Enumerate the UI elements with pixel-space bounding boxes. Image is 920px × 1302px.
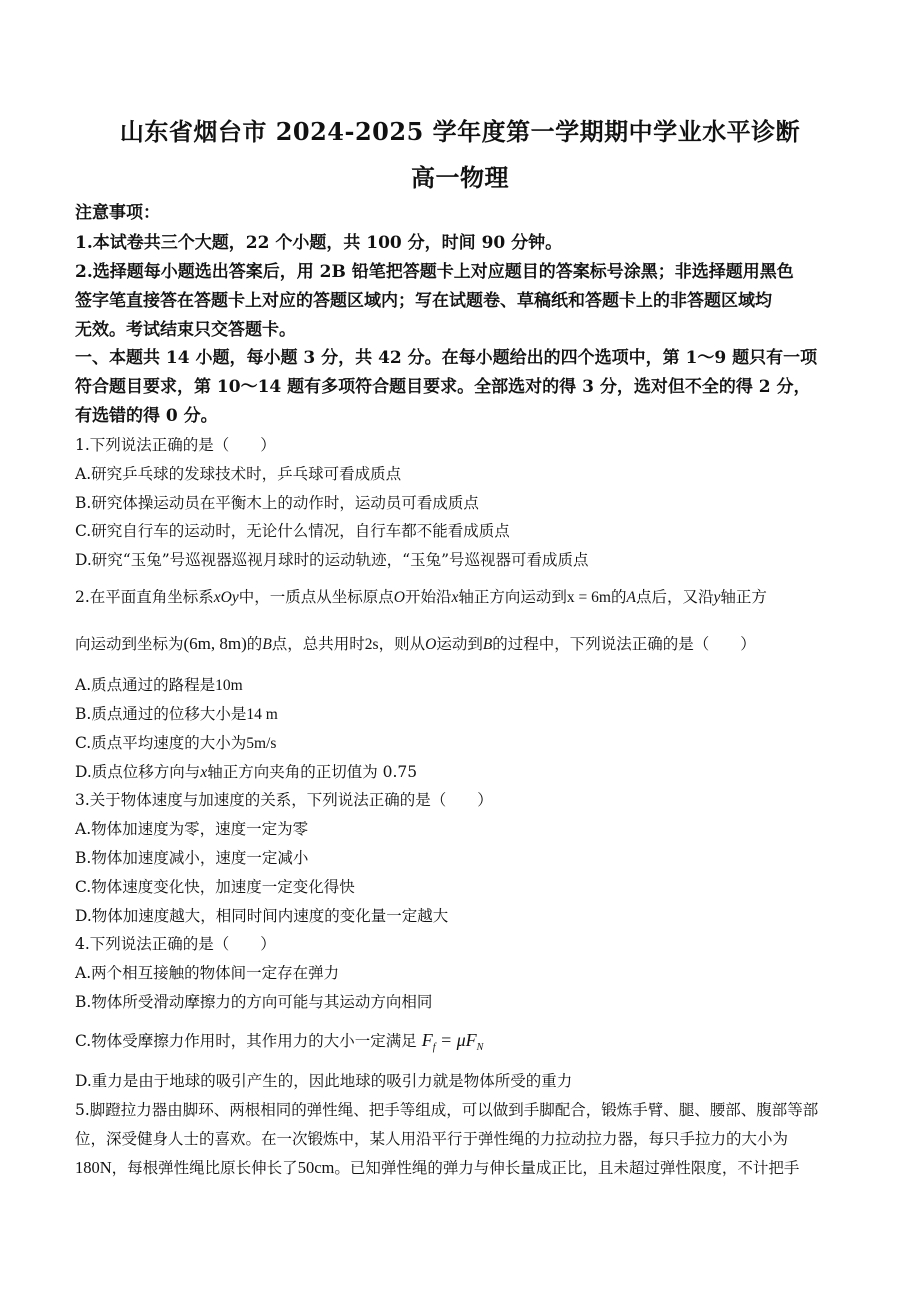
- q2-option-d-text: D.质点位移方向与: [75, 763, 201, 781]
- q4-formula-f: F: [421, 1030, 433, 1050]
- q4-formula-sub-n: N: [476, 1042, 484, 1054]
- section1-instructions-line-3: 有选错的得 0 分。: [75, 406, 218, 426]
- notice-heading: 注意事项：: [75, 203, 160, 223]
- section1-instructions-line-2: 符合题目要求，第 10～14 题有多项符合题目要求。全部选对的得 3 分，选对但不全的得 2 分，: [75, 377, 811, 397]
- q2-math: (6m, 8m): [183, 634, 247, 653]
- notice-item-1: 1.本试卷共三个大题，22 个小题，共 100 分，时间 90 分钟。: [75, 233, 563, 253]
- q5-stem-line-3: [75, 1158, 865, 1178]
- q5-text: 。已知弹性绳的弹力与伸长量成正比，且未超过弹性限度，不计把手: [334, 1159, 800, 1177]
- q2-option-c-value: 5m/s: [246, 735, 277, 752]
- q2-option-b-text: B.质点通过的位移大小是: [75, 705, 247, 723]
- q3-option-a: A.物体加速度为零，速度一定为零: [75, 820, 309, 838]
- q5-text: ，每根弹性绳比原长伸长了: [111, 1159, 298, 1177]
- q2-option-a: [75, 675, 865, 696]
- q2-math: y: [713, 589, 721, 606]
- q2-math: xOy: [213, 589, 239, 606]
- q3-stem: 3.关于物体速度与加速度的关系，下列说法正确的是（ ）: [75, 791, 493, 809]
- q2-option-c-text: C.质点平均速度的大小为: [75, 734, 247, 752]
- q2-text: 轴正方向运动到: [458, 588, 567, 606]
- q2-option-c: [75, 733, 865, 754]
- q4-option-c-text: C.物体受摩擦力作用时，其作用力的大小一定满足: [75, 1032, 417, 1050]
- q2-text: 开始沿: [404, 588, 452, 606]
- q1-option-a: A.研究乒乓球的发球技术时，乒乓球可看成质点: [75, 465, 402, 483]
- q2-option-d-math: x: [200, 764, 208, 781]
- q2-math: B: [262, 636, 272, 653]
- q3-option-c: C.物体速度变化快，加速度一定变化得快: [75, 878, 355, 896]
- q4-formula-eq: = μF: [435, 1030, 477, 1050]
- q2-text: 的: [610, 588, 627, 606]
- q4-option-b: B.物体所受滑动摩擦力的方向可能与其运动方向相同: [75, 993, 433, 1011]
- q2-stem-line-1: [75, 587, 865, 608]
- q2-text: 点，总共用时: [271, 635, 365, 653]
- q2-math: O: [425, 636, 437, 653]
- q4-option-c: [75, 1030, 865, 1058]
- q2-text: 向运动到坐标为: [75, 635, 184, 653]
- q5-length-value: 50cm: [297, 1158, 335, 1177]
- q2-option-d: [75, 762, 865, 783]
- q5-stem-line-2: 位，深受健身人士的喜欢。在一次锻炼中，某人用沿平行于弹性绳的力拉动拉力器，每只手拉力的大小为: [75, 1130, 789, 1148]
- q2-text: 中，一质点从坐标原点: [238, 588, 394, 606]
- notice-item-2-line-2: 签字笔直接答在答题卡上对应的答题区域内；写在试题卷、草稿纸和答题卡上的非答题区域均: [75, 291, 772, 311]
- q2-option-b: [75, 704, 865, 725]
- q2-math: B: [482, 636, 493, 653]
- q1-stem: 1.下列说法正确的是（ ）: [75, 436, 276, 454]
- q2-math: 2s: [364, 636, 379, 653]
- q2-text: 点后，又沿: [635, 588, 714, 606]
- q5-force-value: 180N: [75, 1158, 112, 1177]
- q2-text: 的: [246, 635, 263, 653]
- q2-text: 的过程中，下列说法正确的是（ ）: [492, 635, 756, 653]
- q2-math: A: [626, 589, 636, 606]
- q2-option-b-value: 14 m: [246, 706, 278, 723]
- q1-option-d: D.研究“玉兔”号巡视器巡视月球时的运动轨迹，“玉兔”号巡视器可看成质点: [75, 551, 589, 569]
- subject-title: 高一物理: [411, 163, 509, 192]
- q2-math: x: [451, 589, 459, 606]
- q2-math: x = 6m: [566, 589, 611, 606]
- section1-instructions-line-1: 一、本题共 14 小题，每小题 3 分，共 42 分。在每小题给出的四个选项中，第 1～9 题只有一项: [75, 348, 818, 368]
- q4-stem: 4.下列说法正确的是（ ）: [75, 935, 276, 953]
- q4-formula-sub-f: f: [432, 1042, 436, 1054]
- q2-math: O: [393, 589, 405, 606]
- q1-option-b: B.研究体操运动员在平衡木上的动作时，运动员可看成质点: [75, 494, 479, 512]
- notice-item-2-line-3: 无效。考试结束只交答题卡。: [75, 320, 296, 340]
- exam-title: 山东省烟台市 2024-2025 学年度第一学期期中学业水平诊断: [119, 117, 801, 146]
- q2-text: ，则从: [378, 635, 426, 653]
- q3-option-b: B.物体加速度减小，速度一定减小: [75, 849, 309, 867]
- q2-option-a-value: 10m: [215, 677, 243, 694]
- q4-option-a: A.两个相互接触的物体间一定存在弹力: [75, 964, 340, 982]
- q2-stem-line-2: [75, 634, 865, 655]
- q2-text: 运动到: [436, 635, 483, 653]
- q5-stem-line-1: 5.脚蹬拉力器由脚环、两根相同的弹性绳、把手等组成，可以做到手脚配合，锻炼手臂、腿、腰部、腹部等部: [75, 1101, 819, 1119]
- q2-text: 2.在平面直角坐标系: [75, 588, 214, 606]
- notice-item-2-line-1: 2.选择题每小题选出答案后，用 2B 铅笔把答题卡上对应题目的答案标号涂黑；非选择题用黑色: [75, 262, 794, 282]
- q2-text: 轴正方: [720, 588, 767, 606]
- q4-option-d: D.重力是由于地球的吸引产生的，因此地球的吸引力就是物体所受的重力: [75, 1072, 573, 1090]
- q2-option-d-text: 轴正方向夹角的正切值为 0.75: [207, 763, 418, 781]
- q1-option-c: C.研究自行车的运动时，无论什么情况，自行车都不能看成质点: [75, 522, 510, 540]
- q2-option-a-text: A.质点通过的路程是: [75, 676, 216, 694]
- q3-option-d: D.物体加速度越大，相同时间内速度的变化量一定越大: [75, 907, 449, 925]
